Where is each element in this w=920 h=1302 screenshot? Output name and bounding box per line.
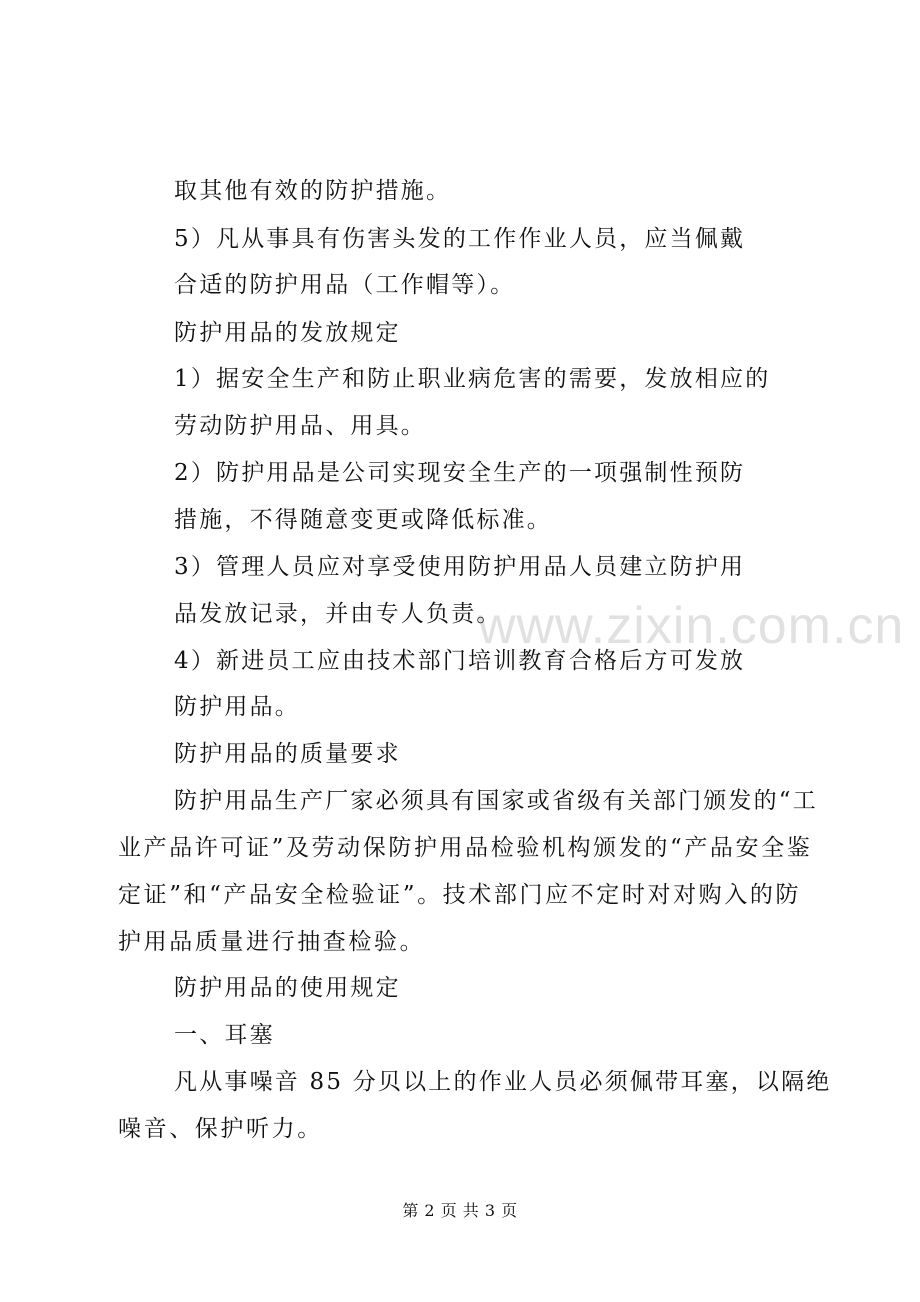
text-line: 定证”和“产品安全检验证”。技术部门应不定时对对购入的防: [118, 882, 802, 908]
text-line: 业产品许可证”及劳动保防护用品检验机构颁发的“产品安全鉴: [118, 835, 813, 861]
text-line: 劳动防护用品、用具。: [174, 413, 426, 439]
watermark: www.zixin.com.cn: [478, 597, 905, 655]
text-line: 1）据安全生产和防止职业病危害的需要，发放相应的: [174, 366, 771, 392]
section-heading: 防护用品的使用规定: [174, 975, 401, 1001]
subsection-heading: 一、耳塞: [174, 1022, 275, 1048]
text-line: 合适的防护用品（工作帽等）。: [174, 272, 516, 298]
text-line: 护用品质量进行抽查检验。: [118, 929, 426, 955]
text-line: 措施，不得随意变更或降低标准。: [174, 507, 552, 533]
text-line: 取其他有效的防护措施。: [174, 178, 452, 204]
text-line: 防护用品。: [174, 694, 300, 720]
text-line: 防护用品生产厂家必须具有国家或省级有关部门颁发的“工: [174, 788, 818, 814]
text-line: 2）防护用品是公司实现安全生产的一项强制性预防: [174, 460, 746, 486]
text-line: 3）管理人员应对享受使用防护用品人员建立防护用: [174, 554, 746, 580]
text-line: 4）新进员工应由技术部门培训教育合格后方可发放: [174, 648, 746, 674]
text-line: 品发放记录，并由专人负责。: [174, 601, 502, 627]
page-footer: 第 2 页 共 3 页: [402, 1201, 518, 1220]
text-line: 凡从事噪音 85 分贝以上的作业人员必须佩带耳塞，以隔绝: [174, 1069, 832, 1095]
text-line: 5）凡从事具有伤害头发的工作作业人员，应当佩戴: [174, 226, 746, 252]
text-line: 噪音、保护听力。: [118, 1116, 323, 1142]
section-heading: 防护用品的质量要求: [174, 741, 401, 767]
section-heading: 防护用品的发放规定: [174, 320, 401, 346]
